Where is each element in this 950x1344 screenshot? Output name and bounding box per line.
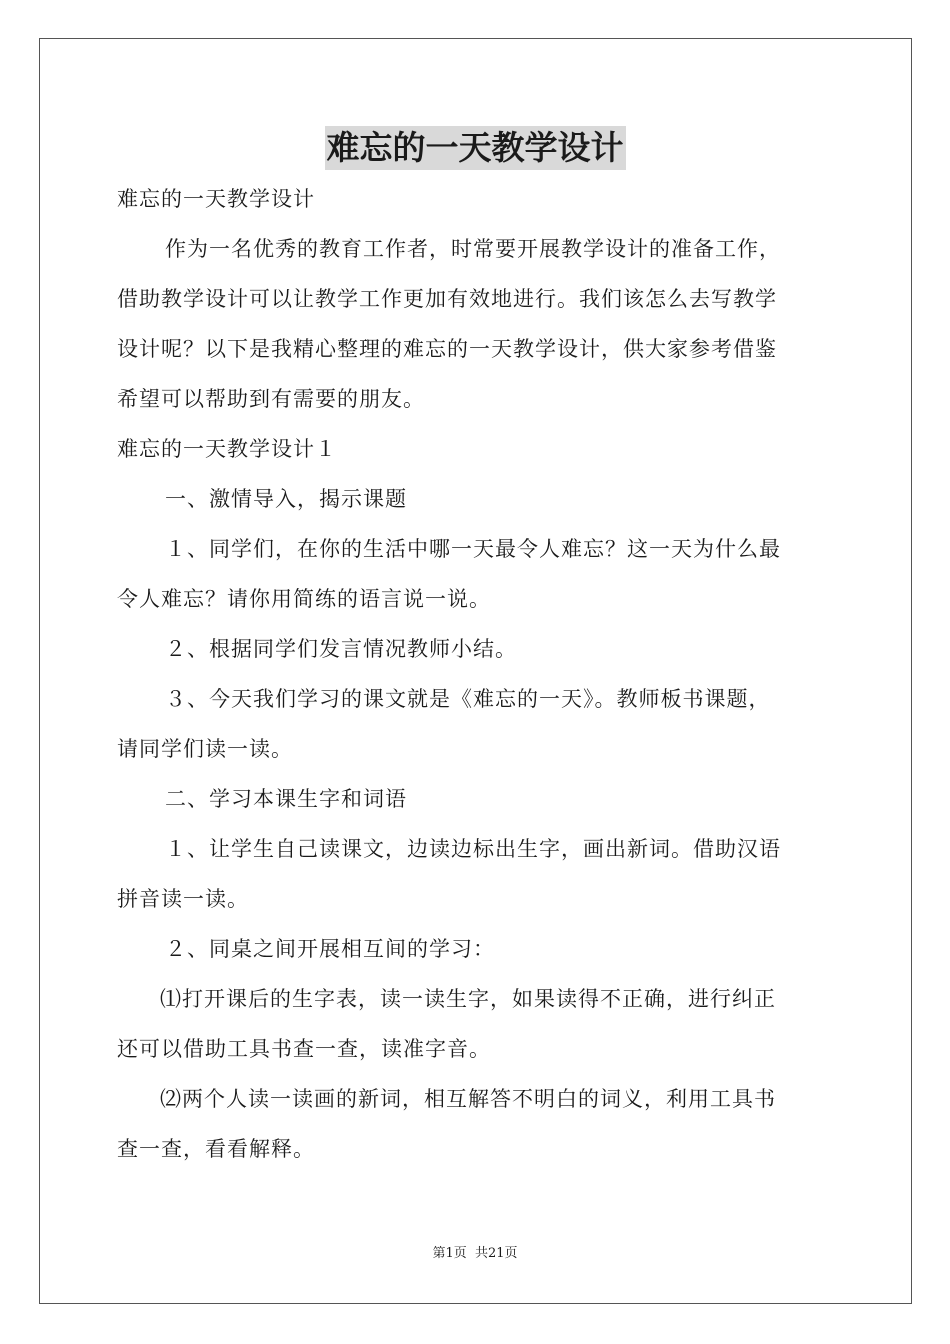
paragraph-line: 借助教学设计可以让教学工作更加有效地进行。我们该怎么去写教学 [117,287,777,311]
paragraph-line: 还可以借助工具书查一查，读准字音。 [117,1037,491,1061]
paragraph-line: 拼音读一读。 [117,887,249,911]
page-footer [0,1245,950,1263]
paragraph-line: ３、今天我们学习的课文就是《难忘的一天》。教师板书课题， [165,687,771,711]
page-total: 共21页 [474,1246,518,1261]
section-heading: 难忘的一天教学设计１ [117,437,337,461]
subtitle-line: 难忘的一天教学设计 [117,187,315,211]
page-border [39,38,912,1304]
paragraph-line: 作为一名优秀的教育工作者，时常要开展教学设计的准备工作， [165,237,781,261]
paragraph-line: 希望可以帮助到有需要的朋友。 [117,387,425,411]
document-title: 难忘的一天教学设计 [325,126,626,170]
paragraph-line: １、让学生自己读课文，边读边标出生字，画出新词。借助汉语 [165,837,781,861]
paragraph-line: 请同学们读一读。 [117,737,293,761]
section-heading: 二、学习本课生字和词语 [165,787,407,811]
paragraph-line: ２、同桌之间开展相互间的学习： [165,937,495,961]
paragraph-line: ２、根据同学们发言情况教师小结。 [165,637,517,661]
page-number: 第1页 [432,1246,467,1261]
section-heading: 一、激情导入，揭示课题 [165,487,407,511]
paragraph-line: １、同学们，在你的生活中哪一天最令人难忘？这一天为什么最 [165,537,781,561]
paragraph-line: ⑵两个人读一读画的新词，相互解答不明白的词义，利用工具书 [160,1087,776,1111]
paragraph-line: 查一查，看看解释。 [117,1137,315,1161]
paragraph-line: ⑴打开课后的生字表，读一读生字，如果读得不正确，进行纠正 [160,987,776,1011]
title-container [0,126,950,170]
paragraph-line: 设计呢？以下是我精心整理的难忘的一天教学设计，供大家参考借鉴 [117,337,777,361]
paragraph-line: 令人难忘？请你用简练的语言说一说。 [117,587,491,611]
